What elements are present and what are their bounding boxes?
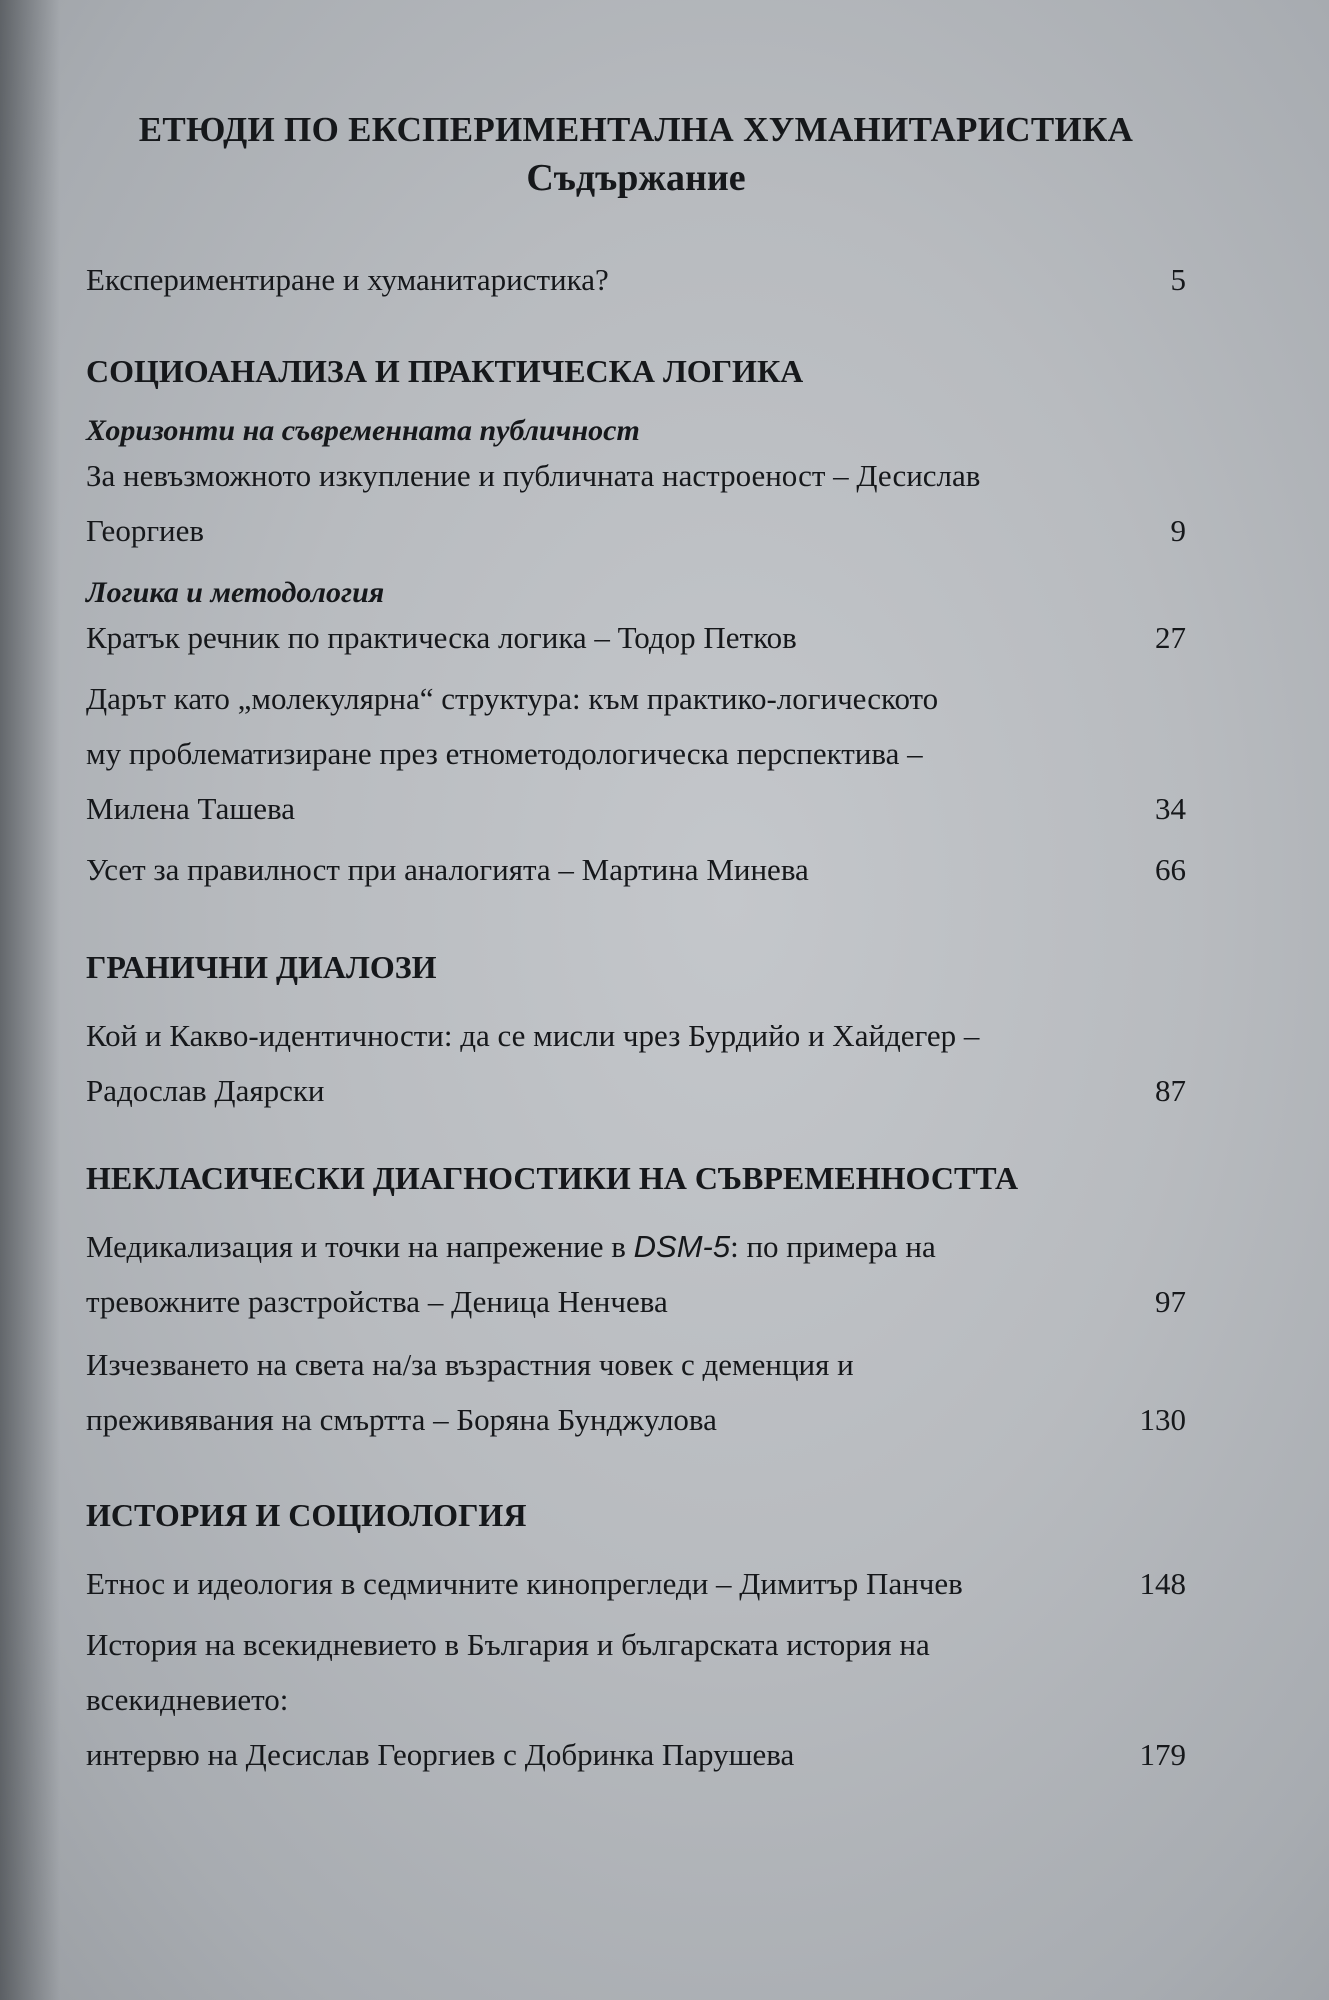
book-title: ЕТЮДИ ПО ЕКСПЕРИМЕНТАЛНА ХУМАНИТАРИСТИКА [138,110,1134,149]
entry-page: 66 [1155,852,1186,887]
entry-line: Дарът като „молекулярна“ структура: към практико-логическото [86,681,939,716]
section-title: ИСТОРИЯ И СОЦИОЛОГИЯ [86,1497,527,1533]
entry-page: 9 [1170,513,1186,548]
entry-page: 27 [1155,620,1186,655]
toc-entry [86,1219,1186,1329]
entry-line [86,1219,1106,1274]
entry-page: 130 [1139,1402,1186,1437]
entry-page: 34 [1155,791,1186,826]
entry-line: преживявания на смъртта – Боряна Бунджулова [86,1402,717,1437]
subsection-title: Логика и методология [86,576,385,609]
entry-line: Изчезването на света на/за възрастния човек с деменция и [86,1347,854,1382]
entry-line: му проблематизиране през етнометодологическа перспектива – [86,736,923,771]
entry-line: интервю на Десислав Георгиев с Добринка Парушева [86,1737,795,1772]
contents-title: Съдържание [526,157,746,199]
entry-line: За невъзможното изкупление и публичната настроеност – Десислав [86,458,981,493]
spine-shadow [0,0,60,2000]
entry-text: : по примера на [730,1229,936,1264]
section-title: ГРАНИЧНИ ДИАЛОЗИ [86,949,437,985]
entry-title: Експериментиране и хуманитаристика? [86,262,609,297]
toc-entry [86,671,1186,836]
toc-entry-intro [86,252,1186,307]
entry-line: всекидневието: [86,1682,289,1717]
toc-entry [86,1008,1186,1118]
entry-page: 87 [1155,1073,1186,1108]
section-title: НЕКЛАСИЧЕСКИ ДИАГНОСТИКИ НА СЪВРЕМЕННОСТТА [86,1160,1019,1196]
entry-page: 97 [1155,1284,1186,1319]
entry-line: Усет за правилност при аналогията – Мартина Минева [86,852,809,887]
dsm-label: DSM-5 [633,1229,731,1264]
toc-entry [86,448,1186,558]
entry-line: Милена Ташева [86,791,296,826]
entry-page: 148 [1139,1566,1186,1601]
toc-entry [86,1337,1186,1447]
entry-line: Радослав Даярски [86,1073,325,1108]
subsection-title: Хоризонти на съвременната публичност [86,414,640,447]
toc-entry [86,610,1186,665]
entry-line: Кой и Какво-идентичности: да се мисли чрез Бурдийо и Хайдегер – [86,1018,980,1053]
table-of-contents [86,110,1186,1782]
toc-entry [86,1617,1186,1782]
entry-line: Етнос и идеология в седмичните кинопрегледи – Димитър Панчев [86,1566,963,1601]
entry-line: Кратък речник по практическа логика – Тодор Петков [86,620,797,655]
entry-page: 179 [1139,1737,1186,1772]
entry-page: 5 [1170,262,1186,297]
entry-line: Георгиев [86,513,205,548]
entry-text: Медикализация и точки на напрежение в [86,1229,634,1264]
entry-line: тревожните разстройства – Деница Ненчева [86,1284,668,1319]
section-title: СОЦИОАНАЛИЗА И ПРАКТИЧЕСКА ЛОГИКА [86,353,804,389]
entry-line: История на всекидневието в България и българската история на [86,1627,930,1662]
toc-entry [86,842,1186,897]
toc-entry [86,1556,1186,1611]
